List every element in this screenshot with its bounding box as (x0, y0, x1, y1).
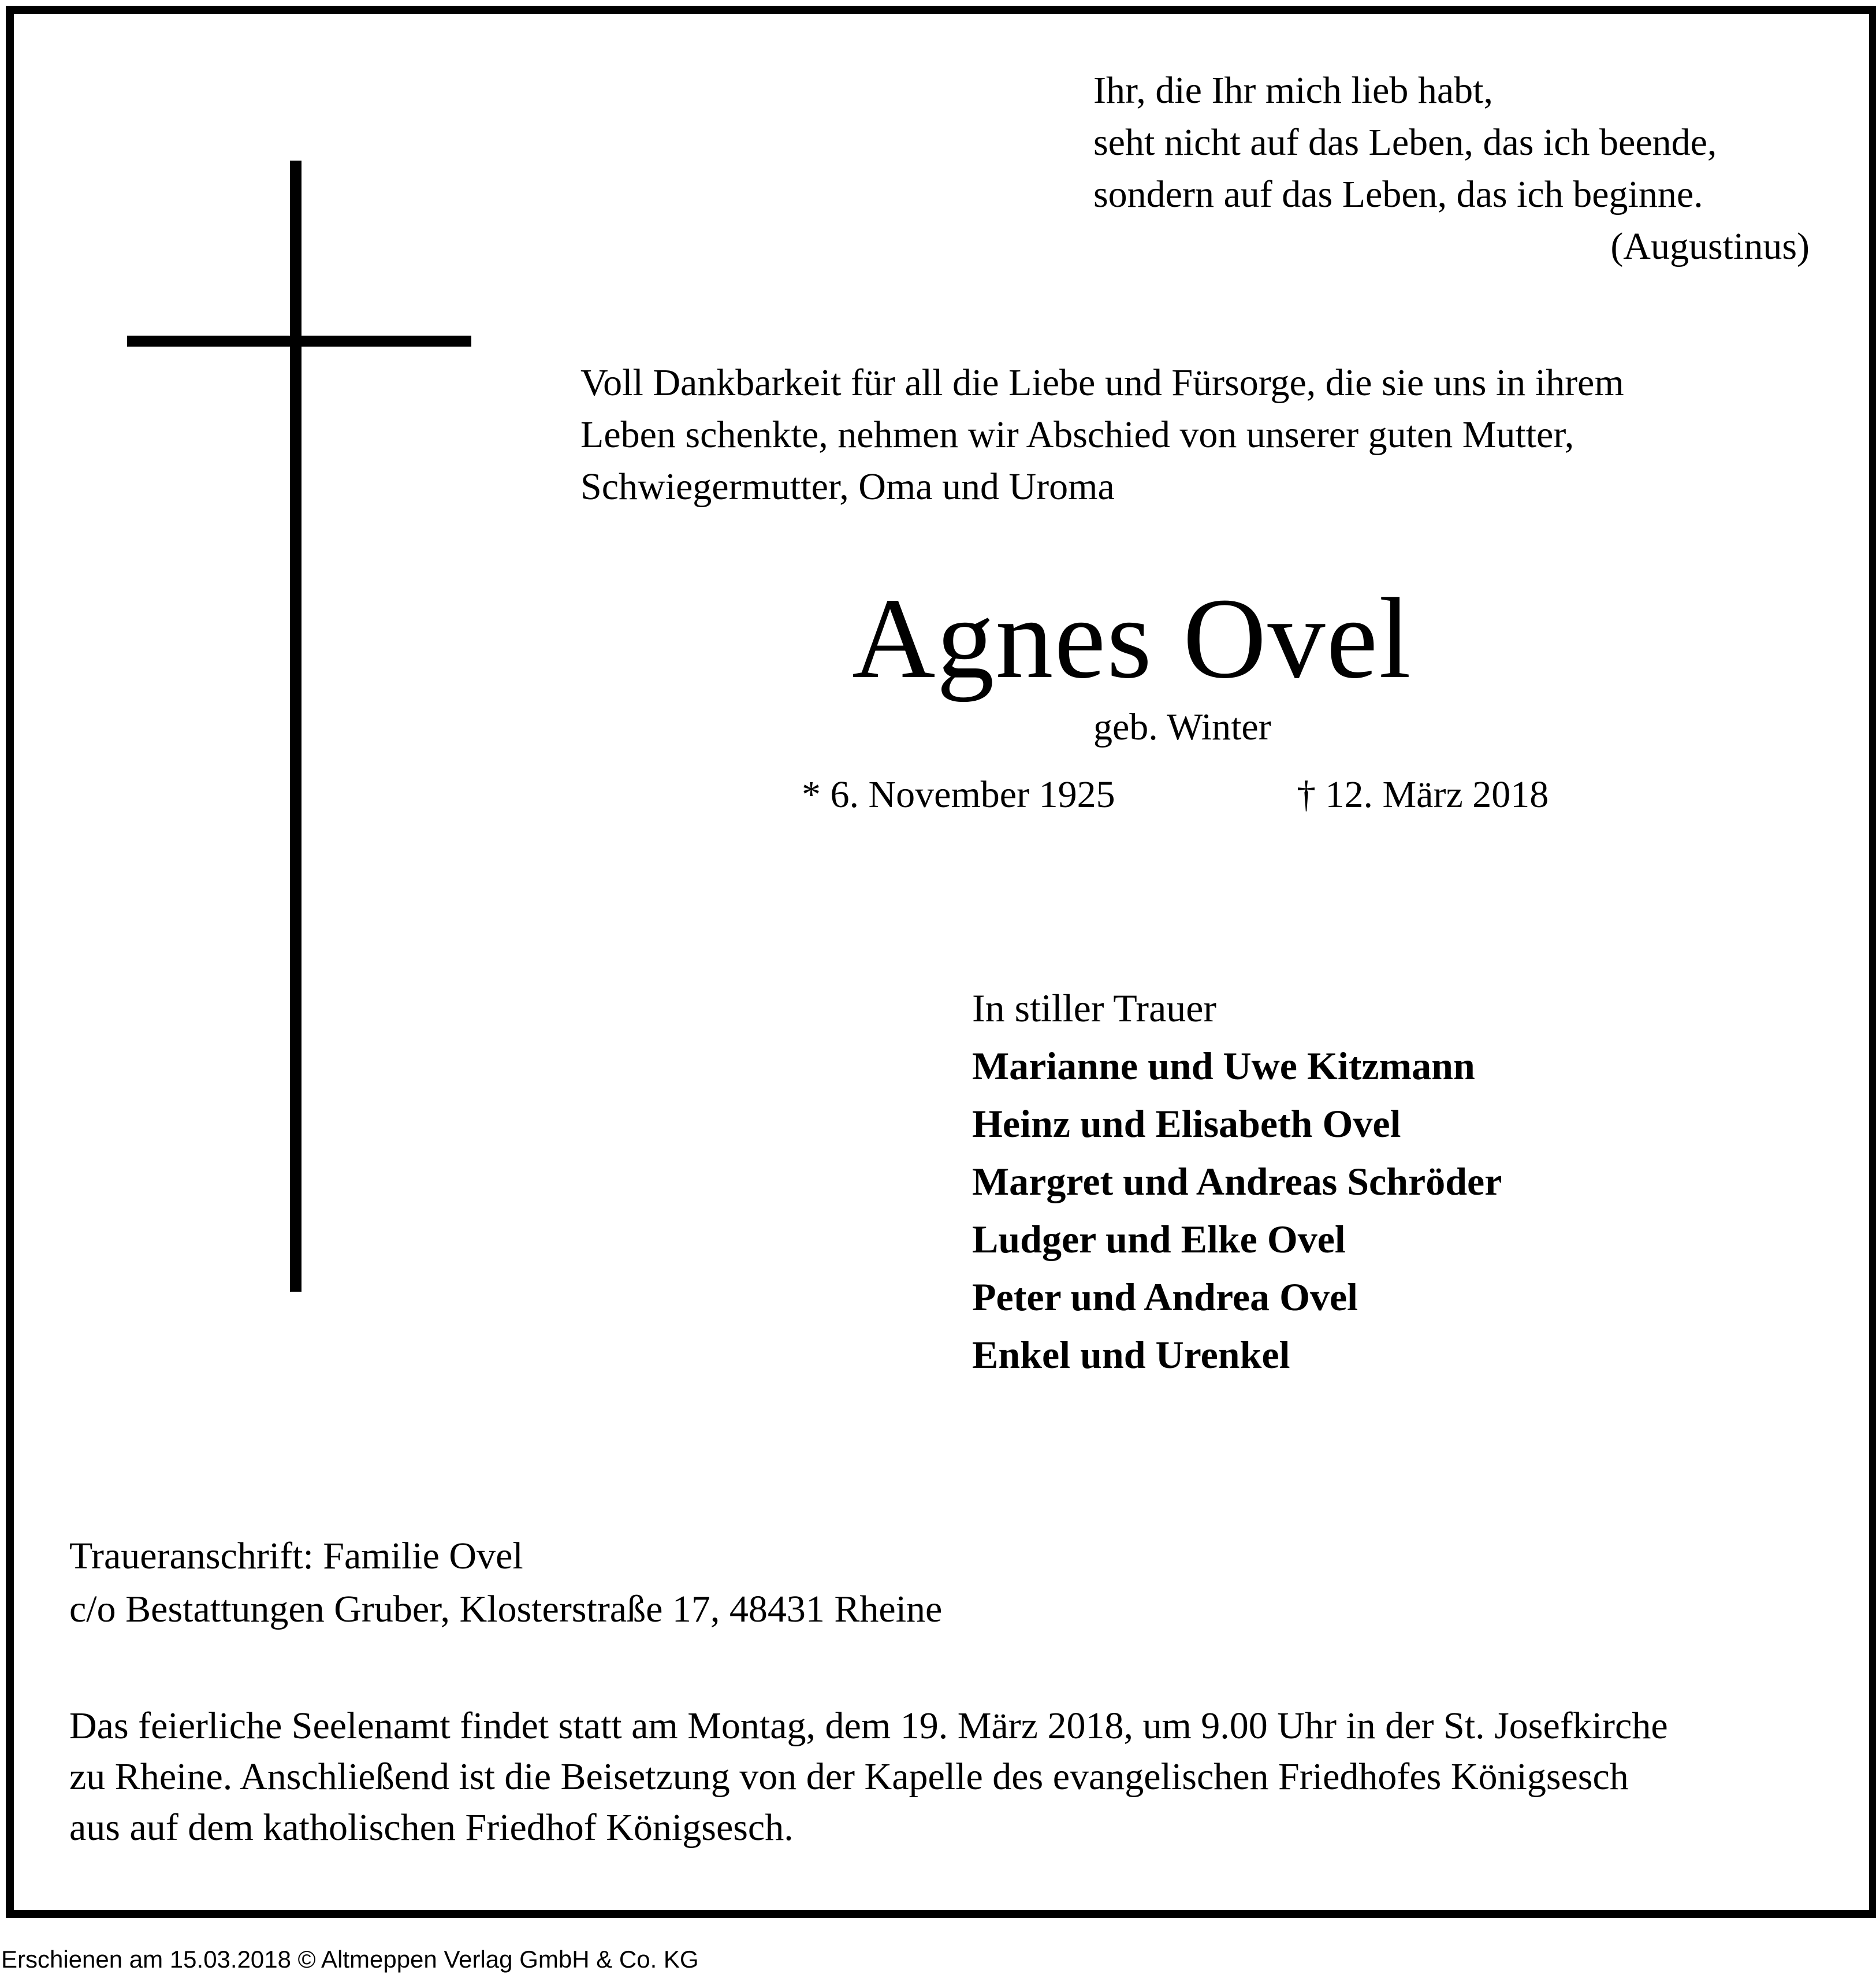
quote-line: sondern auf das Leben, das ich beginne. (1093, 173, 1703, 215)
mourner-name: Heinz und Elisabeth Ovel (972, 1102, 1401, 1146)
service-line: Das feierliche Seelenamt findet statt am Montag, dem 19. März 2018, um 9.00 Uhr in der St. Josefkirche (69, 1705, 1668, 1747)
intro-line: Voll Dankbarkeit für all die Liebe und Fürsorge, die sie uns in ihrem (580, 362, 1624, 404)
mourners-intro: In stiller Trauer (972, 986, 1217, 1030)
address-line: Traueranschrift: Familie Ovel (69, 1535, 523, 1577)
service-line: zu Rheine. Anschließend ist die Beisetzung von der Kapelle des evangelischen Friedhofes Königsesch (69, 1756, 1629, 1798)
death-date: † 12. März 2018 (1297, 774, 1549, 816)
service-line: aus auf dem katholischen Friedhof Königsesch. (69, 1806, 794, 1849)
birth-date: * 6. November 1925 (802, 774, 1115, 816)
mourners-block (972, 979, 1502, 1384)
quote-line: Ihr, die Ihr mich lieb habt, (1093, 69, 1493, 111)
intro-line: Schwiegermutter, Oma und Uroma (580, 466, 1115, 508)
funeral-service-info (69, 1701, 1837, 1853)
quote-block (1093, 65, 1810, 273)
cross-horizontal-beam (127, 336, 471, 347)
mourner-name: Peter und Andrea Ovel (972, 1275, 1358, 1319)
intro-text (580, 357, 1817, 513)
mourning-address (69, 1530, 942, 1636)
quote-line: seht nicht auf das Leben, das ich beende, (1093, 121, 1717, 163)
address-line: c/o Bestattungen Gruber, Klosterstraße 17, 48431 Rheine (69, 1588, 943, 1630)
publication-footer: Erschienen am 15.03.2018 © Altmeppen Verlag GmbH & Co. KG (1, 1946, 699, 1973)
mourner-name: Ludger und Elke Ovel (972, 1217, 1346, 1261)
mourner-name: Margret und Andreas Schröder (972, 1159, 1502, 1203)
deceased-name: Agnes Ovel (852, 575, 1412, 702)
birth-name: geb. Winter (1093, 706, 1271, 748)
mourner-name: Marianne und Uwe Kitzmann (972, 1044, 1475, 1088)
intro-line: Leben schenkte, nehmen wir Abschied von unserer guten Mutter, (580, 414, 1574, 456)
quote-author: (Augustinus) (1610, 225, 1810, 267)
mourner-name: Enkel und Urenkel (972, 1333, 1290, 1377)
cross-vertical-beam (290, 161, 302, 1292)
